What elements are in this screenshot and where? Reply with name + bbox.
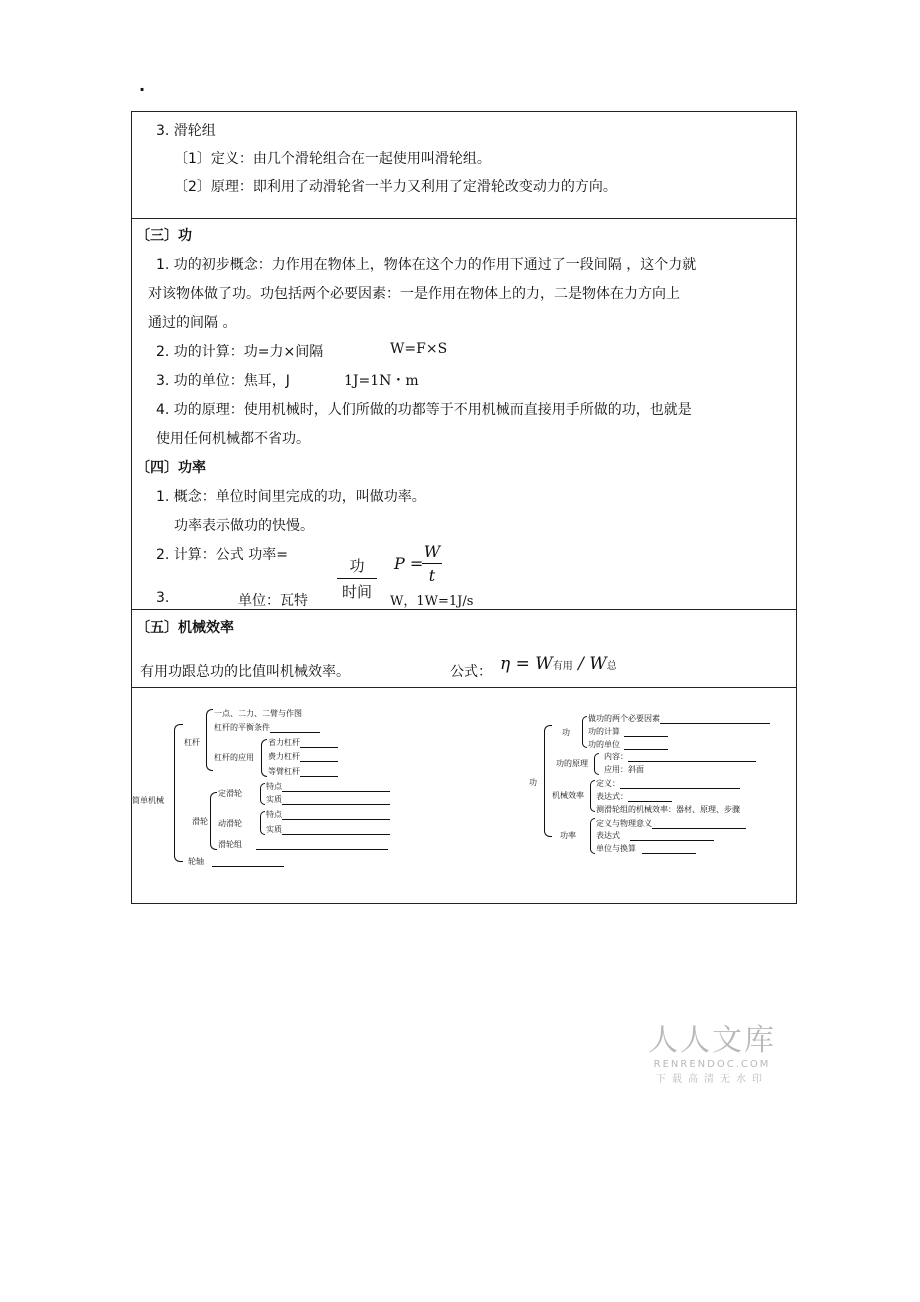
work-principle-line2: 使用任何机械都不省功。	[156, 431, 310, 447]
power-concept: 1. 概念：单位时间里完成的功，叫做功率。	[156, 489, 426, 505]
work-calc: 2. 功的计算：功=力×间隔	[156, 344, 324, 360]
map-pulley-block-label: 滑轮组	[218, 840, 242, 849]
work-calc-formula: W=F×S	[390, 341, 448, 357]
map-power-item-label: 单位与换算	[596, 844, 636, 853]
content-table	[131, 111, 797, 904]
watermark	[648, 1015, 776, 1085]
map-power-item	[596, 818, 746, 829]
map-efficiency-item-label: 定义：	[596, 779, 620, 788]
formula-slash: / W	[572, 654, 607, 674]
formula-eta: η = W	[500, 654, 553, 674]
map-lever-app-label: 等臂杠杆	[268, 767, 300, 776]
formula-sub-total: 总	[606, 661, 617, 672]
map-efficiency-item: 测滑轮组的机械效率：器材、原理、步骤	[596, 805, 740, 814]
map-essence-label: 实质	[266, 825, 282, 834]
pulley-title: 3. 滑轮组	[156, 123, 216, 139]
map-principle-item: 应用：斜面	[604, 765, 644, 774]
map-lever-app-label: 省力杠杆	[268, 738, 300, 747]
map-essence-label: 实质	[266, 795, 282, 804]
map-efficiency-item	[596, 778, 740, 789]
map-work-item	[588, 739, 668, 750]
formula-bar	[422, 563, 442, 564]
row-divider	[132, 218, 796, 219]
map-brace	[260, 783, 265, 805]
map-feature-label: 特点	[266, 782, 282, 791]
map-pulley: 滑轮	[192, 817, 208, 826]
row-divider	[132, 687, 796, 688]
map-power: 功率	[560, 831, 576, 840]
map-lever-item: 杠杆的应用	[214, 753, 254, 762]
formula-numerator: W	[423, 542, 441, 561]
work-concept-line2: 对该物体做了功。功包括两个必要因素：一是作用在物体上的力，二是物体在力方向上	[148, 286, 680, 302]
map-brace	[261, 739, 267, 777]
formula-sub-useful: 有用	[552, 661, 573, 672]
work-heading: 〔三〕功	[136, 228, 192, 244]
map-power-item-label: 定义与物理意义	[596, 819, 652, 828]
power-word-fraction	[337, 555, 377, 602]
map-work-item	[588, 726, 668, 737]
map-fixed-pulley: 定滑轮	[218, 789, 242, 798]
map-feature-label: 特点	[266, 810, 282, 819]
map-efficiency: 机械效率	[552, 791, 584, 800]
map-brace	[544, 725, 552, 837]
map-axle-label: 轮轴	[188, 857, 204, 866]
map-brace	[594, 753, 599, 775]
work-concept-line3: 通过的间隔 。	[148, 315, 237, 331]
map-work-item-label: 做功的两个必要因素	[588, 714, 660, 723]
map-feature	[266, 809, 390, 820]
map-brace	[590, 818, 595, 854]
map-brace	[260, 811, 265, 835]
efficiency-formula	[500, 654, 617, 674]
power-meaning: 功率表示做功的快慢。	[174, 518, 314, 534]
fraction-denominator: 时间	[341, 583, 372, 601]
map-principle-item	[604, 751, 756, 762]
map-brace	[210, 792, 217, 850]
map-brace	[590, 780, 595, 812]
map-power-item-label: 表达式	[596, 831, 620, 840]
map-pulley-block	[218, 839, 388, 850]
watermark-site: RENRENDOC.COM	[653, 1059, 771, 1070]
pulley-definition: 〔1〕定义：由几个滑轮组合在一起使用叫滑轮组。	[174, 151, 491, 167]
row-divider	[132, 609, 796, 610]
map-brace	[174, 724, 183, 862]
map-lever-app	[268, 766, 338, 777]
map-lever-app-label: 费力杠杆	[268, 752, 300, 761]
map-principle-item-label: 内容：	[604, 752, 628, 761]
efficiency-formula-label: 公式：	[450, 664, 492, 680]
efficiency-text: 有用功跟总功的比值叫机械效率。	[140, 664, 350, 680]
map-power-item	[596, 830, 714, 841]
map-brace	[582, 716, 587, 748]
work-concept-line1: 1. 功的初步概念：力作用在物体上，物体在这个力的作用下通过了一段间隔 ，这个力就	[156, 257, 697, 273]
map-work: 功	[562, 728, 570, 737]
map-brace	[206, 709, 213, 771]
power-calc: 2. 计算：公式 功率=	[156, 547, 288, 563]
map-feature	[266, 781, 390, 792]
map-lever-item-label: 杠杆的平衡条件	[214, 723, 270, 732]
power-formula-lhs: P =	[394, 554, 424, 573]
efficiency-heading: 〔五〕机械效率	[136, 620, 234, 636]
map-lever: 杠杆	[184, 738, 200, 747]
power-formula-fraction	[422, 542, 442, 585]
map-essence	[266, 794, 390, 805]
map-efficiency-item	[596, 791, 672, 802]
work-unit-formula: 1J=1N・m	[344, 373, 419, 389]
map-work-item	[588, 713, 770, 724]
map-power-item	[596, 843, 696, 854]
map-essence	[266, 824, 390, 835]
map-movable-pulley: 动滑轮	[218, 819, 242, 828]
map-axle	[188, 856, 284, 867]
map-root: 功	[529, 778, 537, 787]
fraction-numerator: 功	[349, 557, 365, 575]
map-lever-item: 一点、二力、二臂与作图	[214, 709, 302, 718]
map-lever-app	[268, 737, 338, 748]
pulley-principle: 〔2〕原理：即利用了动滑轮省一半力又利用了定滑轮改变动力的方向。	[174, 179, 617, 195]
formula-denominator: t	[428, 566, 436, 585]
map-root: 简单机械	[132, 796, 164, 805]
map-lever-app	[268, 751, 338, 762]
map-work-item-label: 功的计算	[588, 727, 620, 736]
power-heading: 〔四〕功率	[136, 460, 206, 476]
work-unit: 3. 功的单位：焦耳，J	[156, 373, 290, 389]
fraction-bar	[337, 578, 377, 579]
work-principle-line1: 4. 功的原理：使用机械时，人们所做的功都等于不用机械而直接用手所做的功，也就是	[156, 402, 692, 418]
page-dot: .	[139, 76, 146, 95]
watermark-title: 人人文库	[648, 1023, 776, 1058]
watermark-slogan: 下载高清无水印	[656, 1074, 768, 1085]
power-unit-formula: W，1W=1J/s	[390, 594, 474, 609]
power-unit: 单位：瓦特	[238, 593, 308, 609]
map-work-item-label: 功的单位	[588, 740, 620, 749]
map-principle: 功的原理	[556, 759, 588, 768]
power-unit-number: 3.	[156, 590, 170, 606]
map-efficiency-item-label: 表达式：	[596, 792, 628, 801]
map-lever-item	[214, 722, 320, 733]
